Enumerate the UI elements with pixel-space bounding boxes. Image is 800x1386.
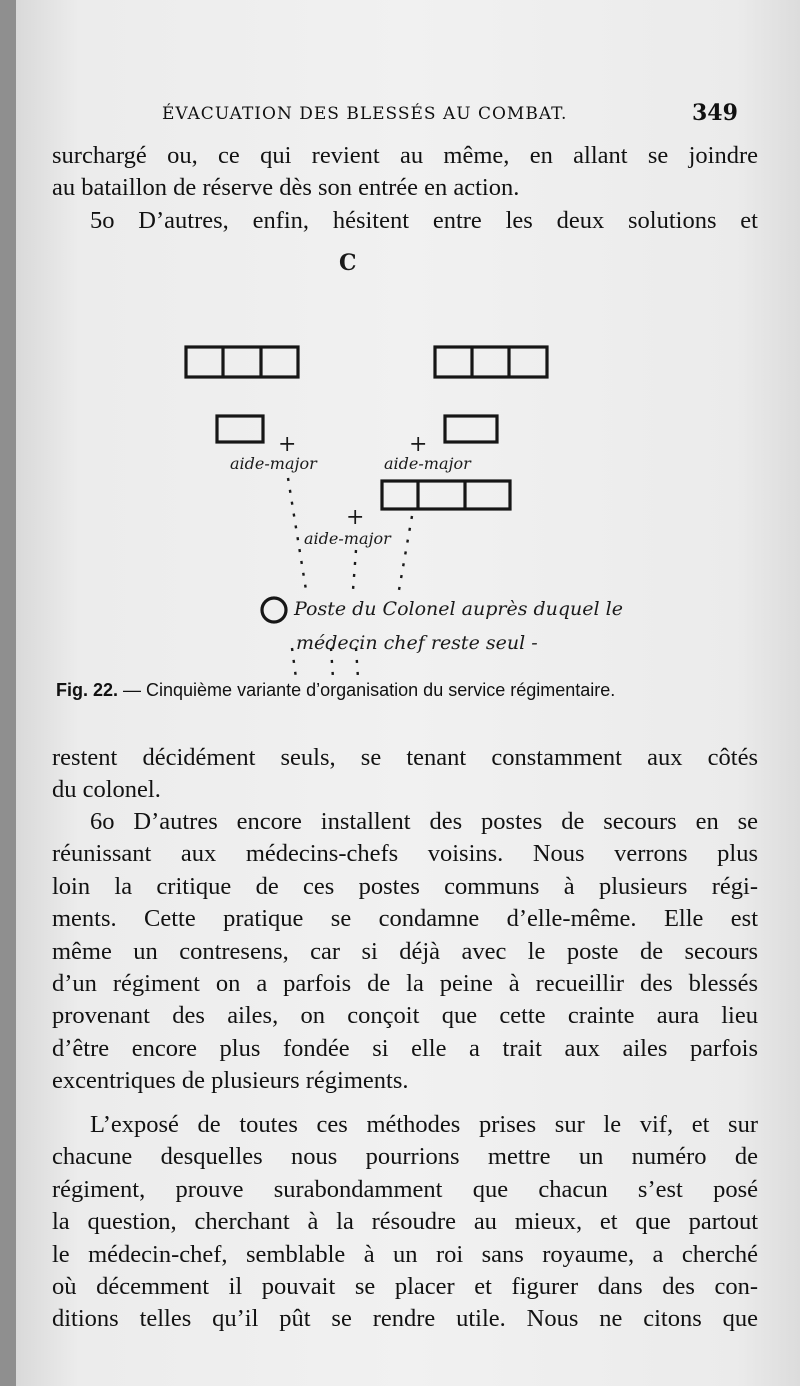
text-line: régiment, prouve surabondamment que chacun s’est posé: [52, 1175, 758, 1203]
text-line: excentriques de plusieurs régiments.: [52, 1067, 409, 1095]
text-line: ditions telles qu’il pût se rendre utile. Nous ne citons que: [52, 1305, 758, 1333]
label-aide-major-right: aide-major: [384, 454, 471, 473]
cross-right: +: [409, 432, 428, 457]
battalion-box-top-right: [435, 347, 547, 377]
text-line: au bataillon de réserve dès son entrée en action.: [52, 174, 520, 202]
text-line: la question, cherchant à la résoudre au mieux, et que partout: [52, 1208, 758, 1236]
text-line: ments. Cette pratique se condamne d’elle-même. Elle est: [52, 905, 758, 933]
figure-22-diagram: [16, 250, 800, 680]
battalion-box-reserve: [382, 481, 510, 509]
caption-text: — Cinquième variante d’organisation du service régimentaire.: [118, 680, 616, 700]
text-line: provenant des ailes, on conçoit que cette crainte aura lieu: [52, 1002, 758, 1030]
colonel-post-circle: [262, 598, 286, 622]
post-box-left: [217, 416, 263, 442]
text-line: où décemment il pouvait se placer et figurer dans des con-: [52, 1273, 758, 1301]
book-page: [16, 0, 800, 1386]
paragraph-5: [52, 1109, 758, 1336]
paragraph-4: [52, 806, 758, 1098]
cross-left: +: [278, 432, 297, 457]
diagram-letter-c: C: [339, 250, 357, 276]
post-box-right: [445, 416, 497, 442]
label-aide-major-left: aide-major: [230, 454, 317, 473]
text-line: 6o D’autres encore installent des postes de secours en se: [90, 808, 758, 835]
figure-number: Fig. 22.: [56, 680, 119, 700]
text-line: loin la critique de ces postes communs à plusieurs régi-: [52, 872, 758, 900]
text-line: du colonel.: [52, 776, 161, 804]
running-header: [16, 98, 800, 130]
text-line: 5o D’autres, enfin, hésitent entre les deux solutions et: [90, 207, 758, 234]
paragraph-3: [52, 742, 758, 807]
paragraph-1: [52, 140, 758, 205]
text-line: d’un régiment on a parfois de la peine à recueillir des blessés: [52, 970, 758, 998]
label-aide-major-center: aide-major: [304, 529, 391, 548]
page-number: 349: [692, 100, 738, 126]
cross-center: +: [346, 505, 365, 530]
battalion-box-top-left: [186, 347, 298, 377]
text-line: même un contresens, car si déjà avec le poste de secours: [52, 937, 758, 965]
note-colonel-post-line2: médecin chef reste seul -: [296, 632, 538, 654]
figure-caption: [56, 680, 776, 701]
text-line: chacune desquelles nous pourrions mettre un numéro de: [52, 1143, 758, 1171]
text-line: surchargé ou, ce qui revient au même, en allant se joindre: [52, 142, 758, 169]
running-title: ÉVACUATION DES BLESSÉS AU COMBAT.: [162, 104, 568, 124]
note-colonel-post-line1: Poste du Colonel auprès duquel le: [294, 598, 623, 620]
paragraph-2: [52, 205, 758, 237]
text-line: d’être encore plus fondée si elle a trait aux ailes parfois: [52, 1034, 758, 1062]
text-line: réunissant aux médecins-chefs voisins. Nous verrons plus: [52, 840, 758, 868]
text-line: L’exposé de toutes ces méthodes prises sur le vif, et sur: [90, 1111, 758, 1138]
text-line: le médecin-chef, semblable à un roi sans royaume, a cherché: [52, 1240, 758, 1268]
text-line: restent décidément seuls, se tenant constamment aux côtés: [52, 744, 758, 771]
